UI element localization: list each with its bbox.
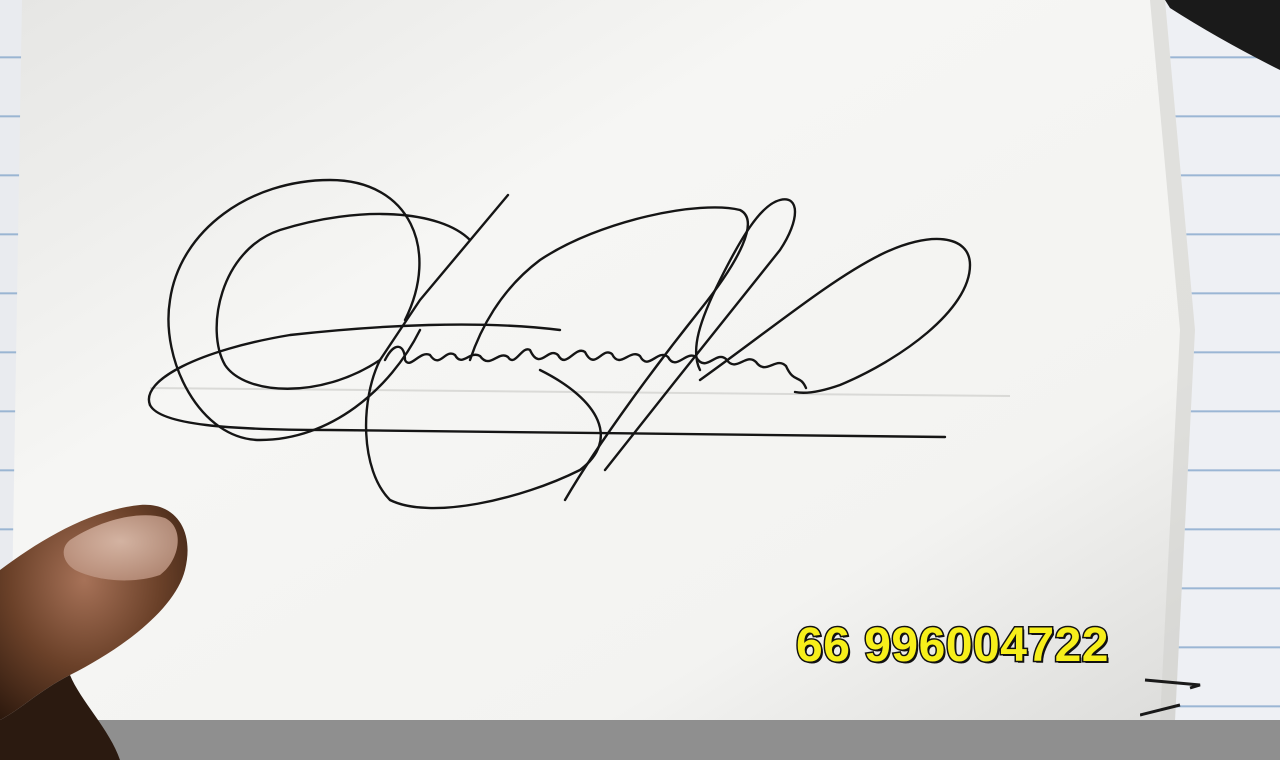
- phone-number-overlay: 66 996004722: [796, 619, 1109, 672]
- top-right-shadow: [1165, 0, 1280, 70]
- finger-pointing: [0, 500, 230, 760]
